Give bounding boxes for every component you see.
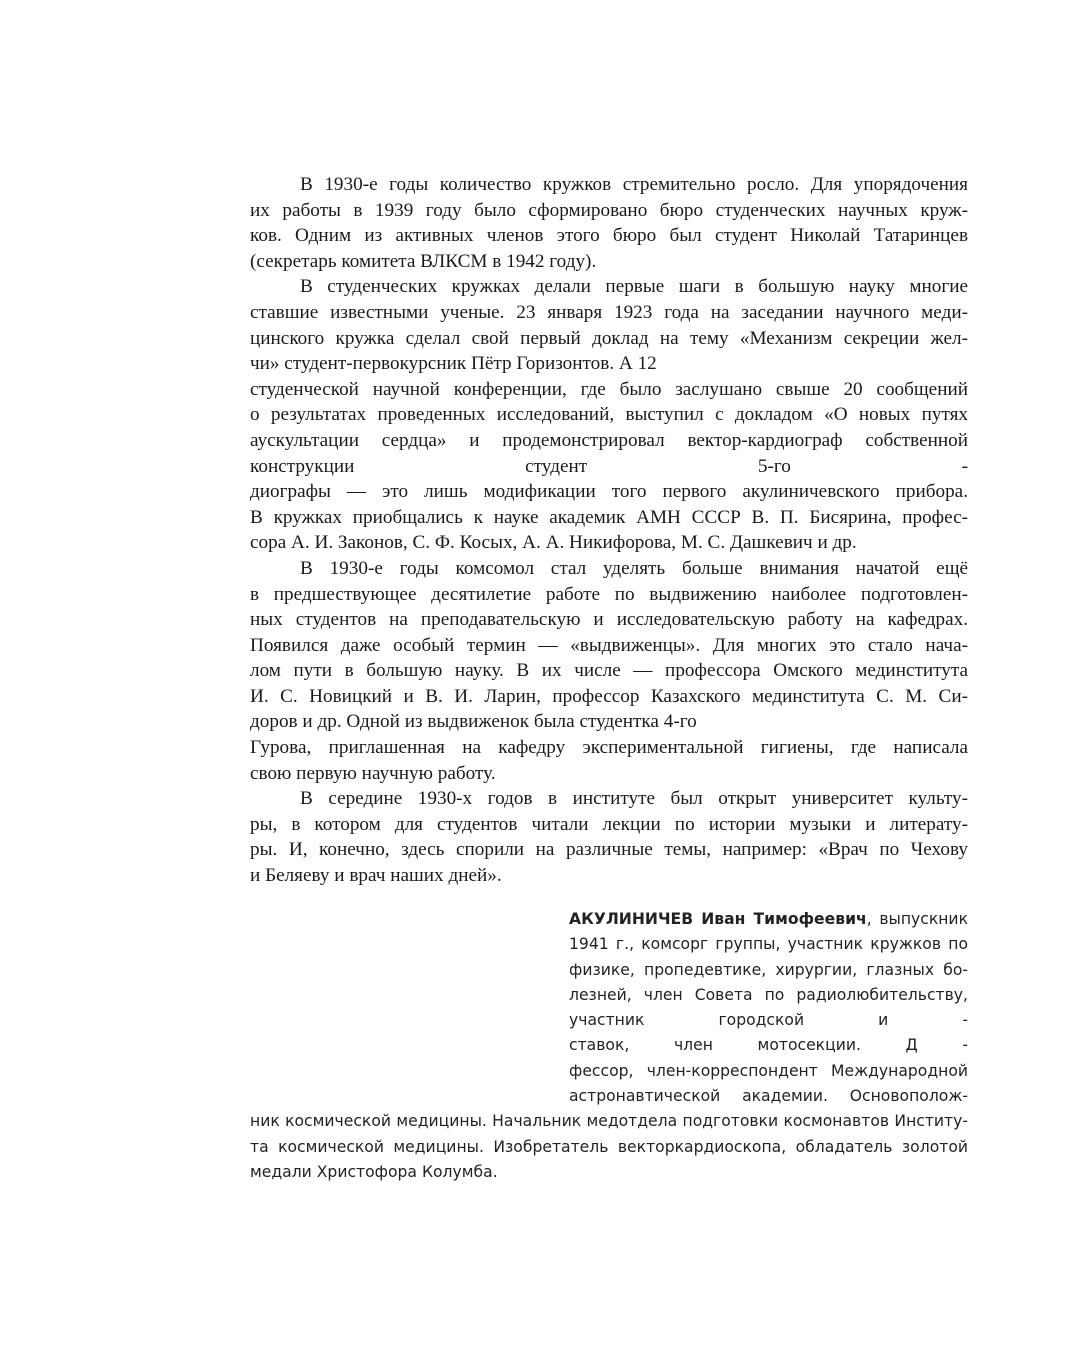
bio-line: та космической медицины. Изобретатель векторкардиоскопа, обладатель золотой	[250, 1137, 968, 1156]
text-line: диографы — это лишь модификации того первого акулиничевского прибора.	[250, 481, 968, 503]
bio-line: фессор, член-корреспондент Международной	[569, 1061, 968, 1080]
text-line: о результатах проведенных исследований, выступил с докладом «О новых путях	[250, 404, 968, 426]
bio-line: 1941 г., комсорг группы, участник кружков по	[569, 935, 968, 954]
text-line: в предшествующее десятилетие работе по выдвижению наиболее подготовлен-	[250, 583, 968, 605]
text-line: сора А. И. Законов, С. Ф. Косых, А. А. Никифорова, М. С. Дашкевич и др.	[250, 532, 857, 554]
text-line: их работы в 1939 году было сформировано бюро студенческих научных круж-	[250, 199, 968, 221]
text-line: ры. И, конечно, здесь спорили на различные темы, например: «Врач по Чехову	[250, 839, 968, 861]
bio-line: медали Христофора Колумба.	[250, 1162, 498, 1181]
text-line: Гурова, приглашенная на кафедру экспериментальной гигиены, где написала	[250, 737, 968, 759]
text-line: ков. Одним из активных членов этого бюро был студент Николай Татаринцев	[250, 225, 968, 247]
bio-line: ставок, член мотосекции. Д -	[569, 1036, 968, 1055]
text-line: и Беляеву и врач наших дней».	[250, 865, 502, 887]
text-line: студенческой научной конференции, где было заслушано свыше 20 сообщений	[250, 378, 968, 400]
bio-line: участник городской и -	[569, 1011, 968, 1030]
text-line: Появился даже особый термин — «выдвиженцы». Для многих это стало нача-	[250, 634, 968, 656]
text-line: (секретарь комитета ВЛКСМ в 1942 году).	[250, 250, 597, 272]
text-line: И. С. Новицкий и В. И. Ларин, профессор Казахского мединститута С. М. Си-	[250, 685, 968, 707]
text-line: ры, в котором для студентов читали лекции по истории музыки и литерату-	[250, 813, 968, 835]
text-line: свою первую научную работу.	[250, 762, 496, 784]
main-text-block	[250, 172, 968, 889]
bio-line: астронавтической академии. Основополож-	[569, 1087, 968, 1106]
text-line: В середине 1930-х годов в институте был открыт университет культу-	[300, 788, 968, 810]
text-line: ставшие известными ученые. 23 января 1923 года на заседании научного меди-	[250, 301, 968, 323]
bio-line	[569, 907, 968, 932]
text-line: цинского кружка сделал свой первый доклад на тему «Механизм секреции жел-	[250, 327, 968, 349]
text-line: В студенческих кружках делали первые шаги в большую науку многие	[300, 276, 968, 298]
text-line: доров и др. Одной из выдвиженок была студентка 4-го	[250, 711, 697, 733]
text-line: лом пути в большую науку. В их числе — профессора Омского мединститута	[250, 660, 968, 682]
bio-line: ник космической медицины. Начальник медотдела подготовки космонавтов Институ-	[250, 1112, 968, 1131]
text-line: В кружках приобщались к науке академик АМН СССР В. П. Бисярина, профес-	[250, 506, 968, 528]
text-line: чи» студент-первокурсник Пётр Горизонтов. А 12	[250, 353, 657, 375]
text-line: конструкции студент 5-го -	[250, 455, 968, 477]
text-line: ных студентов на преподавательскую и исследовательскую работу на кафедрах.	[250, 609, 968, 631]
bio-person-name: АКУЛИНИЧЕВ Иван Тимофеевич	[569, 910, 867, 928]
bio-text: , выпускник	[866, 910, 968, 928]
text-line: В 1930-е годы количество кружков стремительно росло. Для упорядочения	[300, 174, 968, 195]
bio-line: физике, пропедевтике, хирургии, глазных бо-	[569, 960, 968, 979]
text-line: аускультации сердца» и продемонстрировал вектор-кардиограф собственной	[250, 429, 968, 451]
bio-line: лезней, член Совета по радиолюбительству,	[569, 985, 968, 1004]
biography-note	[250, 907, 968, 1185]
text-line: В 1930-е годы комсомол стал уделять больше внимания начатой ещё	[300, 557, 968, 579]
